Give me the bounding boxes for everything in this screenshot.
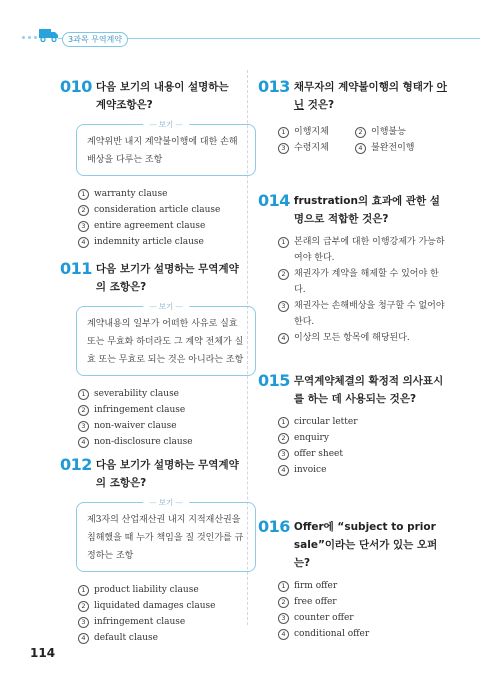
example-box bbox=[76, 302, 256, 376]
options-list bbox=[278, 124, 448, 156]
option-text: indemnity article clause bbox=[94, 237, 204, 247]
option-number: 4 bbox=[78, 437, 89, 448]
option-4[interactable] bbox=[78, 434, 242, 450]
options-list bbox=[78, 386, 242, 450]
option-number: 4 bbox=[278, 629, 289, 640]
option-text: 수령지체 bbox=[294, 143, 329, 153]
option-text: infringement clause bbox=[94, 405, 186, 415]
option-text: non-waiver clause bbox=[94, 421, 177, 431]
question-number: 010 bbox=[60, 77, 92, 96]
question-text: 다음 보기가 설명하는 무역계약의 조항은? bbox=[95, 459, 239, 489]
option-text: firm offer bbox=[294, 581, 338, 591]
option-4[interactable] bbox=[278, 462, 448, 478]
question-emphasis: 아닌 bbox=[293, 81, 447, 111]
option-text: invoice bbox=[294, 465, 327, 475]
option-number: 4 bbox=[278, 333, 289, 344]
option-2[interactable] bbox=[278, 266, 448, 298]
option-text: consideration article clause bbox=[94, 205, 221, 215]
option-3[interactable] bbox=[78, 614, 242, 630]
option-text: warranty clause bbox=[94, 189, 168, 199]
option-2[interactable] bbox=[278, 594, 448, 610]
option-2[interactable] bbox=[78, 202, 242, 218]
option-1[interactable] bbox=[278, 414, 448, 430]
example-text: 계약내용의 일부가 어떠한 사유로 실효 또는 무효화 하더라도 그 계약 전체가 실효 또는 무효로 되는 것은 아니라는 조항 bbox=[87, 319, 244, 365]
option-number: 2 bbox=[78, 405, 89, 416]
example-box bbox=[76, 120, 256, 176]
option-2[interactable] bbox=[78, 598, 242, 614]
option-number: 4 bbox=[278, 465, 289, 476]
option-number: 4 bbox=[78, 633, 89, 644]
question-text-part: 채무자의 계약불이행의 형태가 bbox=[293, 81, 437, 93]
option-number: 2 bbox=[278, 269, 289, 280]
option-3[interactable] bbox=[78, 418, 242, 434]
option-1[interactable] bbox=[78, 186, 242, 202]
question-text: 무역계약체결의 확정적 의사표시를 하는 데 사용되는 것은? bbox=[293, 375, 444, 405]
example-text: 계약위반 내지 계약불이행에 대한 손해배상을 다루는 조항 bbox=[87, 137, 238, 165]
question-012 bbox=[60, 456, 242, 646]
option-number: 2 bbox=[355, 127, 366, 138]
option-3[interactable] bbox=[278, 446, 448, 462]
options-list bbox=[278, 414, 448, 478]
option-number: 1 bbox=[278, 127, 289, 138]
options-list bbox=[78, 186, 242, 250]
option-number: 1 bbox=[278, 417, 289, 428]
option-4[interactable] bbox=[78, 234, 242, 250]
option-2[interactable] bbox=[278, 430, 448, 446]
question-text: Offer에 “subject to prior sale”이라는 단서가 있는 오퍼는? bbox=[293, 521, 438, 569]
option-number: 3 bbox=[78, 421, 89, 432]
question-text-part: 것은? bbox=[304, 99, 335, 111]
option-1[interactable] bbox=[78, 582, 242, 598]
example-box bbox=[76, 498, 256, 572]
question-text: 다음 보기가 설명하는 무역계약의 조항은? bbox=[95, 263, 239, 293]
question-010 bbox=[60, 78, 242, 250]
option-text: counter offer bbox=[294, 613, 354, 623]
question-number: 011 bbox=[60, 259, 92, 278]
option-4[interactable] bbox=[355, 140, 455, 156]
question-number: 013 bbox=[258, 77, 290, 96]
question-text bbox=[294, 78, 448, 114]
option-3[interactable] bbox=[278, 298, 448, 330]
option-number: 1 bbox=[78, 585, 89, 596]
option-text: 불완전이행 bbox=[371, 143, 415, 153]
option-1[interactable] bbox=[278, 234, 448, 266]
option-text: non-disclosure clause bbox=[94, 437, 193, 447]
options-list bbox=[278, 234, 448, 346]
option-number: 2 bbox=[278, 597, 289, 608]
question-text: frustration의 효과에 관한 설명으로 적합한 것은? bbox=[293, 195, 440, 225]
option-text: 채권자가 계약을 해제할 수 있어야 한다. bbox=[294, 269, 439, 295]
options-list bbox=[278, 578, 448, 642]
option-text: 이행불능 bbox=[371, 127, 406, 137]
option-4[interactable] bbox=[78, 630, 242, 646]
question-number: 014 bbox=[258, 191, 290, 210]
option-text: product liability clause bbox=[94, 585, 199, 595]
example-text: 제3자의 산업재산권 내지 지적재산권을 침해했을 때 누가 책임을 질 것인가를 규정하는 조항 bbox=[87, 515, 244, 561]
option-number: 3 bbox=[278, 143, 289, 154]
question-016 bbox=[258, 518, 448, 642]
option-text: free offer bbox=[294, 597, 337, 607]
option-number: 2 bbox=[278, 433, 289, 444]
option-1[interactable] bbox=[278, 578, 448, 594]
question-013 bbox=[258, 78, 448, 156]
option-text: 이행지체 bbox=[294, 127, 329, 137]
option-text: entire agreement clause bbox=[94, 221, 206, 231]
question-015 bbox=[258, 372, 448, 478]
example-label: — 보기 — bbox=[143, 119, 189, 130]
option-number: 2 bbox=[78, 601, 89, 612]
question-014 bbox=[258, 192, 448, 346]
option-1[interactable] bbox=[278, 124, 355, 140]
option-text: conditional offer bbox=[294, 629, 370, 639]
option-number: 4 bbox=[355, 143, 366, 154]
question-text: 다음 보기의 내용이 설명하는 계약조항은? bbox=[95, 81, 229, 111]
option-3[interactable] bbox=[78, 218, 242, 234]
option-text: liquidated damages clause bbox=[94, 601, 216, 611]
option-text: infringement clause bbox=[94, 617, 186, 627]
option-text: 본래의 급부에 대한 이행강제가 가능하여야 한다. bbox=[294, 237, 445, 263]
option-number: 2 bbox=[78, 205, 89, 216]
option-number: 1 bbox=[278, 237, 289, 248]
option-text: default clause bbox=[94, 633, 158, 643]
option-4[interactable] bbox=[278, 626, 448, 642]
option-text: offer sheet bbox=[294, 449, 343, 459]
option-number: 3 bbox=[78, 221, 89, 232]
question-number: 012 bbox=[60, 455, 92, 474]
option-number: 1 bbox=[278, 581, 289, 592]
option-3[interactable] bbox=[278, 140, 355, 156]
option-number: 1 bbox=[78, 389, 89, 400]
question-011 bbox=[60, 260, 242, 450]
page-number: 114 bbox=[30, 646, 56, 660]
question-number: 016 bbox=[258, 517, 290, 536]
option-number: 1 bbox=[78, 189, 89, 200]
option-text: severability clause bbox=[94, 389, 180, 399]
example-label: — 보기 — bbox=[143, 497, 189, 508]
option-text: 채권자는 손해배상을 청구할 수 없어야 한다. bbox=[294, 301, 445, 327]
option-text: circular letter bbox=[294, 417, 358, 427]
option-number: 4 bbox=[78, 237, 89, 248]
option-text: enquiry bbox=[294, 433, 329, 443]
section-tag: 3과목 무역계약 bbox=[62, 32, 128, 47]
option-number: 3 bbox=[278, 301, 289, 312]
example-label: — 보기 — bbox=[143, 301, 189, 312]
option-number: 3 bbox=[278, 449, 289, 460]
option-4[interactable] bbox=[278, 330, 448, 346]
option-2[interactable] bbox=[78, 402, 242, 418]
option-text: 이상의 모든 항목에 해당된다. bbox=[294, 333, 410, 343]
truck-icon bbox=[38, 27, 60, 43]
option-3[interactable] bbox=[278, 610, 448, 626]
options-list bbox=[78, 582, 242, 646]
option-number: 3 bbox=[78, 617, 89, 628]
option-2[interactable] bbox=[355, 124, 455, 140]
option-1[interactable] bbox=[78, 386, 242, 402]
option-number: 3 bbox=[278, 613, 289, 624]
question-number: 015 bbox=[258, 371, 290, 390]
